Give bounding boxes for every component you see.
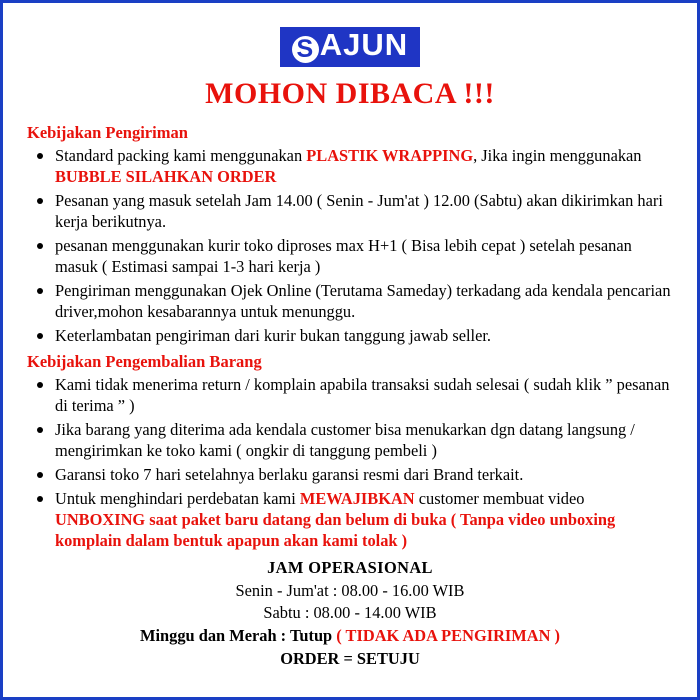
body-text: customer membuat video — [414, 489, 585, 508]
body-text: Minggu dan Merah : Tutup — [139, 625, 337, 645]
list-item — [25, 419, 675, 461]
body-text: pesanan menggunakan kurir toko diproses max H+1 ( Bisa lebih cepat ) setelah pesanan masuk ( Estimasi sampai 1-3 hari kerja ) — [55, 236, 632, 276]
logo-text: AJUN — [319, 27, 409, 62]
page-title: MOHON DIBACA !!! — [205, 77, 495, 110]
list-item — [25, 280, 675, 322]
body-text: ORDER = SETUJU — [280, 648, 420, 668]
body-text: Standard packing kami menggunakan — [55, 146, 307, 165]
notice-content — [3, 3, 697, 680]
list-item — [25, 325, 675, 346]
operational-hours-line — [25, 602, 675, 625]
body-text: Senin - Jum'at : 08.00 - 16.00 WIB — [235, 580, 465, 600]
list-item — [25, 464, 675, 485]
operational-hours-line — [25, 625, 675, 648]
list-item — [25, 235, 675, 277]
body-text: Keterlambatan pengiriman dari kurir bukan tanggung jawab seller. — [55, 326, 492, 345]
body-text: Pesanan yang masuk setelah Jam 14.00 ( Senin - Jum'at ) 12.00 (Sabtu) akan dikirimkan hari kerja berikutnya. — [55, 191, 663, 231]
highlighted-text: ( TIDAK ADA PENGIRIMAN ) — [336, 625, 560, 645]
operational-hours-line — [25, 580, 675, 603]
body-text: Untuk menghindari perdebatan kami — [55, 489, 300, 508]
body-text: Sabtu : 08.00 - 14.00 WIB — [263, 603, 437, 623]
highlighted-text: UNBOXING saat paket baru datang dan belum di buka ( Tanpa video unboxing komplain dalam bentuk apapun akan kami tolak ) — [55, 510, 616, 550]
operational-hours-line — [25, 648, 675, 671]
return-policy-title: Kebijakan Pengembalian Barang — [27, 352, 262, 371]
return-policy-list — [25, 374, 675, 551]
shipping-policy-title: Kebijakan Pengiriman — [27, 123, 188, 142]
highlighted-text: MEWAJIBKAN — [299, 489, 415, 508]
list-item — [25, 190, 675, 232]
operational-hours-lines — [25, 580, 675, 671]
list-item — [25, 488, 675, 551]
list-item — [25, 145, 675, 187]
shipping-policy-list — [25, 145, 675, 346]
logo-badge — [280, 27, 420, 67]
highlighted-text: BUBBLE SILAHKAN ORDER — [55, 167, 277, 186]
body-text: Jika barang yang diterima ada kendala customer bisa menukarkan dgn datang langsung / mengirimkan ke toko kami ( ongkir di tanggung pembeli ) — [55, 420, 635, 460]
body-text: Garansi toko 7 hari setelahnya berlaku garansi resmi dari Brand terkait. — [55, 465, 524, 484]
list-item — [25, 374, 675, 416]
operational-hours — [25, 557, 675, 670]
body-text: Pengiriman menggunakan Ojek Online (Terutama Sameday) terkadang ada kendala pencarian driver,mohon kesabarannya untuk menunggu. — [55, 281, 671, 321]
operational-hours-title: JAM OPERASIONAL — [267, 558, 433, 577]
highlighted-text: PLASTIK WRAPPING — [306, 146, 474, 165]
body-text: Kami tidak menerima return / komplain apabila transaksi sudah selesai ( sudah klik ” pesanan di terima ” ) — [55, 375, 670, 415]
brand-logo — [25, 27, 675, 67]
body-text: , Jika ingin menggunakan — [473, 146, 642, 165]
logo-initial: S — [292, 36, 319, 63]
